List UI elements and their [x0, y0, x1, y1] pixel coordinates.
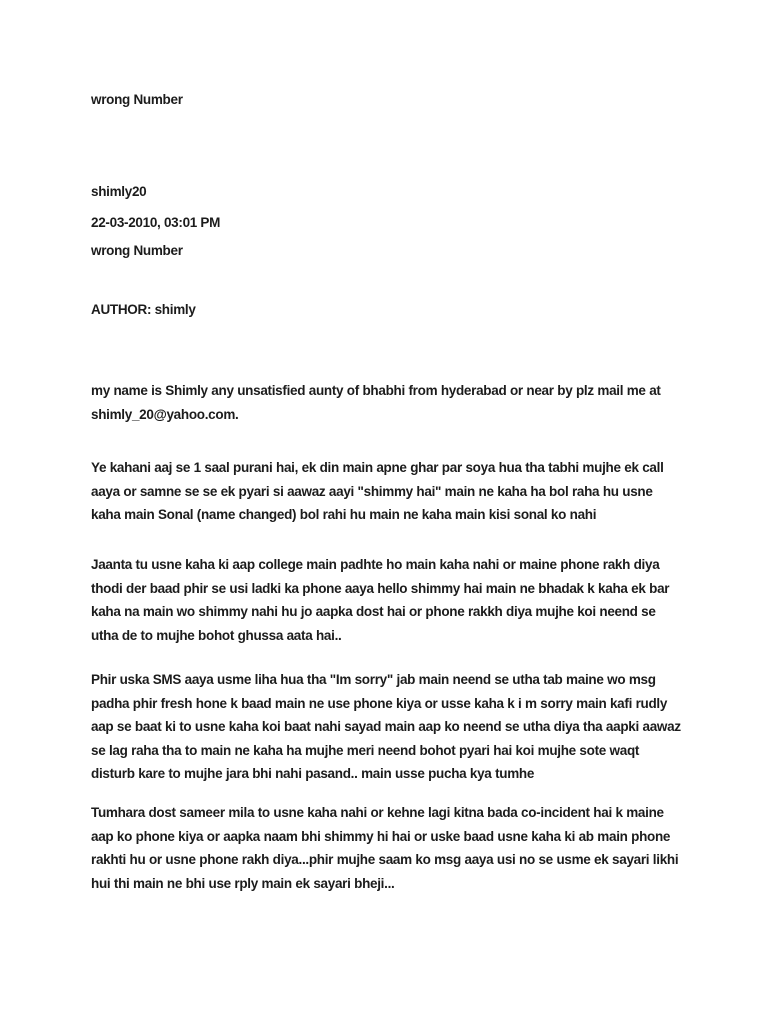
post-title: wrong Number — [91, 243, 183, 258]
story-paragraph-2: Jaanta tu usne kaha ki aap college main padhte ho main kaha nahi or maine phone rakh diya thodi der baad phir se usi ladki ka phone aaya hello shimmy hai main ne bhadak k kaha ek bar kaha na main wo shimmy nahi hu jo aapka dost hai or phone rakkh diya mujhe koi neend se utha de to mujhe bohot ghussa aata hai.. — [91, 557, 670, 643]
story-paragraph-3: Phir uska SMS aaya usme liha hua tha "Im sorry" jab main neend se utha tab maine wo msg padha phir fresh hone k baad main ne use phone kiya or usse kaha k i m sorry main kafi rudly aap se baat ki to usne kaha koi baat nahi sayad main aap ko neend se utha diya tha aapki aawaz se lag raha tha to main ne kaha ha mujhe meri neend bohot pyari hai koi mujhe sote waqt disturb kare to mujhe jara bhi nahi pasand.. main usse pucha kya tumhe — [91, 672, 681, 781]
story-paragraph-4: Tumhara dost sameer mila to usne kaha nahi or kehne lagi kitna bada co-incident hai k maine aap ko phone kiya or aapka naam bhi shimmy hi hai or uske baad usne kaha ki ab main phone rakhti hu or usne phone rakh diya...phir mujhe saam ko msg aaya usi no se usme ek sayari likhi hui thi main ne bhi use rply main ek sayari bheji... — [91, 805, 679, 891]
story-paragraph-1: Ye kahani aaj se 1 saal purani hai, ek din main apne ghar par soya hua tha tabhi mujhe ek call aaya or samne se se ek pyari si aawaz aayi "shimmy hai" main ne kaha ha bol raha hu usne kaha main Sonal (name changed) bol rahi hu main ne kaha main kisi sonal ko nahi — [91, 460, 664, 522]
story-paragraph-intro: my name is Shimly any unsatisfied aunty of bhabhi from hyderabad or near by plz mail me at shimly_20@yahoo.com. — [91, 383, 661, 422]
thread-title: wrong Number — [91, 92, 183, 107]
post-author-line: AUTHOR: shimly — [91, 302, 196, 317]
post-timestamp: 22-03-2010, 03:01 PM — [91, 215, 221, 230]
post-username: shimly20 — [91, 184, 147, 199]
